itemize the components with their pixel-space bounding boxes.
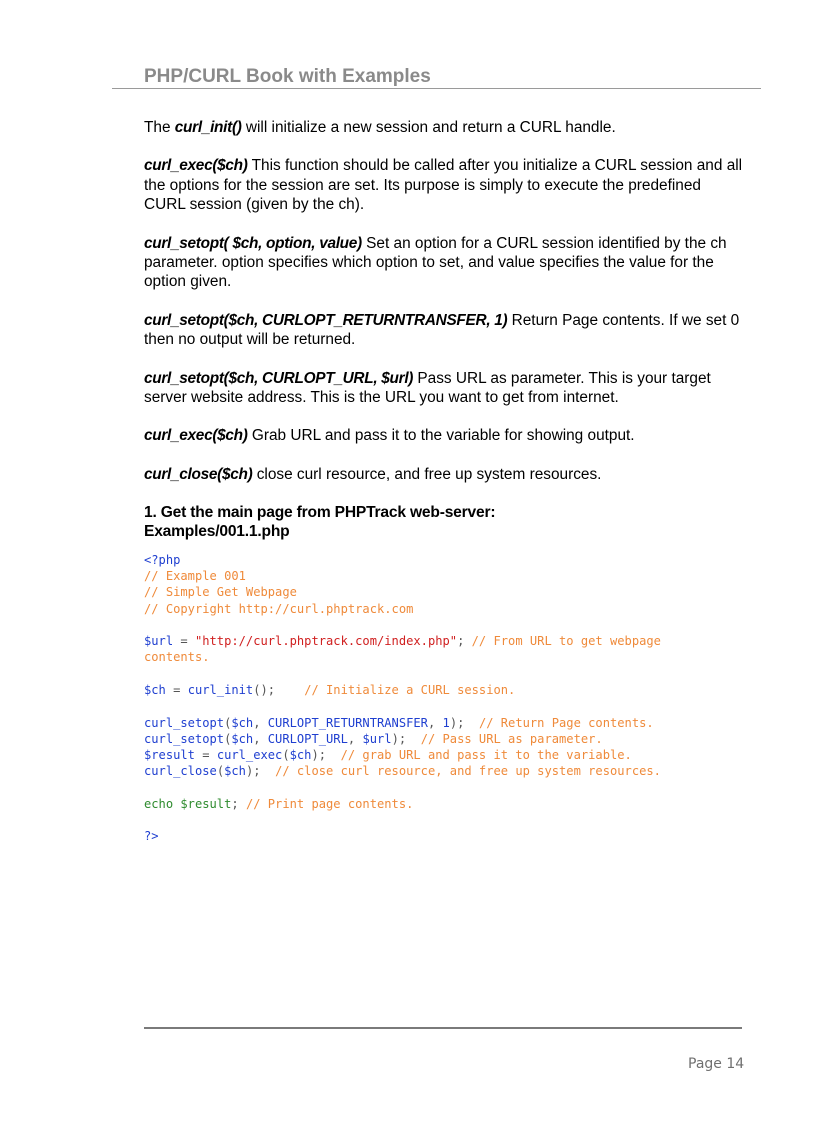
code-gap: [144, 617, 744, 634]
code-line-echo: echo $result; // Print page contents.: [144, 796, 414, 811]
section-heading-filename: Examples/001.1.php: [144, 523, 290, 541]
code-line-setopt-url: curl_setopt($ch, CURLOPT_URL, $url); // Pass URL as parameter.: [144, 731, 603, 746]
paragraph-text: will initialize a new session and return a CURL handle.: [241, 119, 616, 136]
code-line-exec: $result = curl_exec($ch); // grab URL and pass it to the variable.: [144, 747, 632, 762]
code-line-open-tag: <?php: [144, 553, 181, 568]
paragraph-curl-setopt: [144, 234, 744, 292]
paragraph-curl-exec: [144, 156, 744, 214]
function-name: curl_init(): [174, 119, 242, 136]
code-line-url-cont: contents.: [144, 650, 210, 665]
code-line-url: $url = "http://curl.phptrack.com/index.php"; // From URL to get webpage: [144, 634, 661, 649]
code-gap: [144, 812, 744, 829]
code-line-comment: // Copyright http://curl.phptrack.com: [144, 601, 414, 616]
code-line-comment: // Example 001: [144, 569, 246, 584]
paragraph-prefix: The: [144, 119, 175, 136]
paragraph-curlopt-url: [144, 369, 744, 408]
code-line-init: $ch = curl_init(); // Initialize a CURL session.: [144, 683, 516, 698]
footer-divider: [144, 1027, 742, 1029]
header-divider: [112, 88, 761, 89]
function-name: curl_setopt($ch, CURLOPT_RETURNTRANSFER, 1): [144, 311, 508, 329]
section-heading-line1: 1. Get the main page from PHPTrack web-server:: [144, 504, 496, 522]
code-gap: [144, 779, 744, 796]
paragraph-text: Pass URL as parameter. This is your target server website address. This is the URL you want to get from internet.: [144, 369, 711, 407]
code-line-setopt-returntransfer: curl_setopt($ch, CURLOPT_RETURNTRANSFER, 1); // Return Page contents.: [144, 715, 654, 730]
code-block: [144, 552, 744, 844]
paragraph-text: close curl resource, and free up system resources.: [252, 465, 602, 483]
code-line-close: curl_close($ch); // close curl resource, and free up system resources.: [144, 764, 661, 778]
code-gap: [144, 698, 744, 715]
paragraph-curl-exec-grab: [144, 426, 744, 445]
paragraph-text: Set an option for a CURL session identified by the ch parameter. option specifies which option to set, and value specifies the value for the option given.: [144, 234, 727, 291]
paragraph-returntransfer: [144, 311, 744, 350]
paragraph-text: Grab URL and pass it to the variable for showing output.: [247, 427, 635, 445]
page-content: [144, 118, 744, 844]
paragraph-text: Return Page contents. If we set 0 then no output will be returned.: [144, 311, 740, 349]
function-name: curl_setopt( $ch, option, value): [144, 234, 362, 252]
function-name: curl_close($ch): [144, 465, 253, 483]
page-number: Page 14: [688, 1056, 745, 1072]
function-name: curl_exec($ch): [144, 157, 248, 175]
function-name: curl_exec($ch): [144, 427, 248, 445]
page-header-title: PHP/CURL Book with Examples: [144, 66, 431, 87]
paragraph-curl-close: [144, 465, 744, 484]
section-heading: [144, 503, 744, 541]
code-gap: [144, 665, 744, 682]
code-line-comment: // Simple Get Webpage: [144, 585, 297, 600]
paragraph-curl-init: [144, 118, 744, 137]
code-line-close-tag: ?>: [144, 829, 159, 844]
paragraph-text: This function should be called after you initialize a CURL session and all the options for the session are set. Its purpose is simply to execute the predefined CURL session (given by the ch).: [144, 157, 743, 214]
function-name: curl_setopt($ch, CURLOPT_URL, $url): [144, 369, 414, 387]
